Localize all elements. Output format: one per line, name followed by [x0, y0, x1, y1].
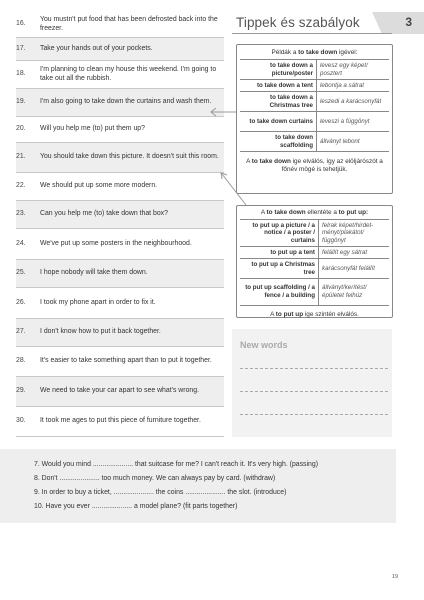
writing-line	[240, 414, 388, 415]
sentence-row	[16, 201, 224, 229]
sentence-number: 21.	[16, 153, 26, 161]
sentence-text: I don't know how to put it back together.	[40, 328, 161, 336]
phrase-hu: leszedi a karácsonyfát	[317, 92, 390, 112]
sentence-text: We've put up some posters in the neighbourhood.	[40, 239, 192, 247]
phrase-en: to put up a Christmas tree	[240, 259, 319, 279]
exercise-item: 9. In order to buy a ticket, ..................... the coins ..................... the slot. (introduce)	[34, 489, 287, 496]
sentence-text: I'm also going to take down the curtains and wash them.	[40, 98, 212, 106]
header-divider	[232, 33, 392, 34]
table-row	[240, 247, 389, 259]
phrase-en: to take down scaffolding	[240, 132, 317, 152]
sentence-number: 16.	[16, 20, 26, 28]
sentence-number: 30.	[16, 417, 26, 425]
sentence-number: 17.	[16, 44, 26, 52]
phrase-hu: leveszi a függönyt	[317, 112, 390, 132]
table-row	[240, 132, 389, 152]
sentence-text: Take your hands out of your pockets.	[40, 44, 153, 52]
new-words-title: New words	[240, 340, 288, 350]
table-row	[240, 220, 389, 247]
phrase-hu: felrak képet/hirdet-ményt/plakátot/ függönyt	[319, 220, 390, 247]
new-words-panel	[232, 329, 392, 437]
section-header	[232, 13, 424, 33]
sentence-number: 19.	[16, 98, 26, 106]
chapter-tab	[382, 12, 424, 34]
sentence-text: Can you help me (to) take down that box?	[40, 210, 168, 218]
table-row	[240, 259, 389, 279]
caption-keyword: to put up:	[338, 209, 369, 216]
sentence-text: It's easier to take something apart than to put it together.	[40, 357, 212, 365]
sentence-number: 20.	[16, 125, 26, 133]
take-down-examples-box	[236, 44, 393, 194]
sentence-row	[16, 377, 224, 407]
sentence-text: It took me ages to put this piece of furniture together.	[40, 417, 201, 425]
sentence-row	[16, 38, 224, 61]
phrase-en: to put up a picture / a notice / a poster / curtains	[240, 220, 319, 247]
sentence-number: 24.	[16, 239, 26, 247]
phrase-hu: lebontja a sátrat	[317, 80, 390, 92]
phrase-en: to take down a picture/poster	[240, 60, 317, 80]
phrase-hu: állványt lebont	[317, 132, 390, 152]
put-up-examples-box	[236, 205, 393, 318]
sentence-number: 28.	[16, 357, 26, 365]
caption-text: igével:	[337, 49, 358, 56]
table-row	[240, 80, 389, 92]
caption-text: Példák a	[271, 49, 299, 56]
sentence-row	[16, 12, 224, 38]
note-text: A	[246, 158, 252, 165]
sentence-text: Will you help me (to) put them up?	[40, 125, 145, 133]
sentence-row	[16, 143, 224, 173]
phrase-en: to put up a tent	[240, 247, 319, 259]
sentence-number: 18.	[16, 70, 26, 78]
sentence-row	[16, 89, 224, 117]
table-row	[240, 60, 389, 80]
box-caption	[237, 209, 392, 216]
note-keyword: to take down	[251, 158, 291, 165]
caption-text: ellentéte a	[305, 209, 339, 216]
exercise-panel	[0, 449, 396, 523]
table-row	[240, 92, 389, 112]
table-row	[240, 112, 389, 132]
phrase-en: to take down curtains	[240, 112, 317, 132]
sentence-text: I took my phone apart in order to fix it.	[40, 298, 156, 306]
box-note	[237, 158, 392, 174]
sentence-row	[16, 288, 224, 319]
sentence-list	[16, 12, 224, 437]
sentence-text: We should put up some more modern.	[40, 182, 158, 190]
section-title: Tippek és szabályok	[236, 15, 360, 30]
page-number: 19	[392, 574, 399, 580]
sentence-text: I hope nobody will take them down.	[40, 269, 148, 277]
exercise-item: 10. Have you ever ..................... a model plane? (fit parts together)	[34, 503, 238, 510]
caption-keyword: to take down	[298, 49, 338, 56]
note-keyword: to put up	[275, 311, 304, 318]
sentence-text: You should take down this picture. It doesn't suit this room.	[40, 153, 219, 161]
examples-table	[240, 59, 389, 152]
phrase-en: to take down a tent	[240, 80, 317, 92]
examples-table	[240, 219, 389, 306]
phrase-en: to take down a Christmas tree	[240, 92, 317, 112]
sentence-row	[16, 319, 224, 347]
sentence-text: I'm planning to clean my house this weekend. I'm going to take out all the rubbish.	[40, 65, 217, 82]
phrase-hu: karácsonyfát felállít	[319, 259, 390, 279]
sentence-row	[16, 229, 224, 260]
sentence-row	[16, 61, 224, 89]
table-row	[240, 279, 389, 306]
phrase-hu: állványt/kerítést/ épületet felhúz	[319, 279, 390, 306]
phrase-en: to put up scaffolding / a fence / a building	[240, 279, 319, 306]
caption-keyword: to take down	[266, 209, 306, 216]
box-note	[237, 311, 392, 319]
sentence-text: We need to take your car apart to see what's wrong.	[40, 387, 199, 395]
exercise-item: 7. Would you mind ..................... that suitcase for me? I can't reach it. It's very high. (passing)	[34, 461, 318, 468]
sentence-row	[16, 117, 224, 143]
note-text: ige szintén elválós.	[303, 311, 359, 318]
sentence-number: 23.	[16, 210, 26, 218]
exercise-item: 8. Don't ..................... too much money. We can always pay by card. (withdraw)	[34, 475, 276, 482]
chapter-number: 3	[405, 15, 412, 29]
sentence-number: 27.	[16, 328, 26, 336]
sentence-text: You mustn't put food that has been defrosted back into the freezer.	[40, 15, 218, 32]
sentence-number: 29.	[16, 387, 26, 395]
phrase-hu: felállít egy sátrat	[319, 247, 390, 259]
sentence-row	[16, 407, 224, 437]
sentence-row	[16, 173, 224, 201]
note-text: A	[270, 311, 276, 318]
note-text: ige elválós, így az elöljárószót a főnév mögé is tehetjük.	[281, 158, 383, 173]
sentence-number: 22.	[16, 182, 26, 190]
sentence-number: 25.	[16, 269, 26, 277]
box-caption	[237, 49, 392, 56]
phrase-hu: levesz egy képet/ posztert	[317, 60, 390, 80]
sentence-number: 26.	[16, 298, 26, 306]
caption-text: A	[260, 209, 267, 216]
writing-line	[240, 391, 388, 392]
sentence-row	[16, 260, 224, 288]
sentence-row	[16, 347, 224, 377]
writing-line	[240, 368, 388, 369]
